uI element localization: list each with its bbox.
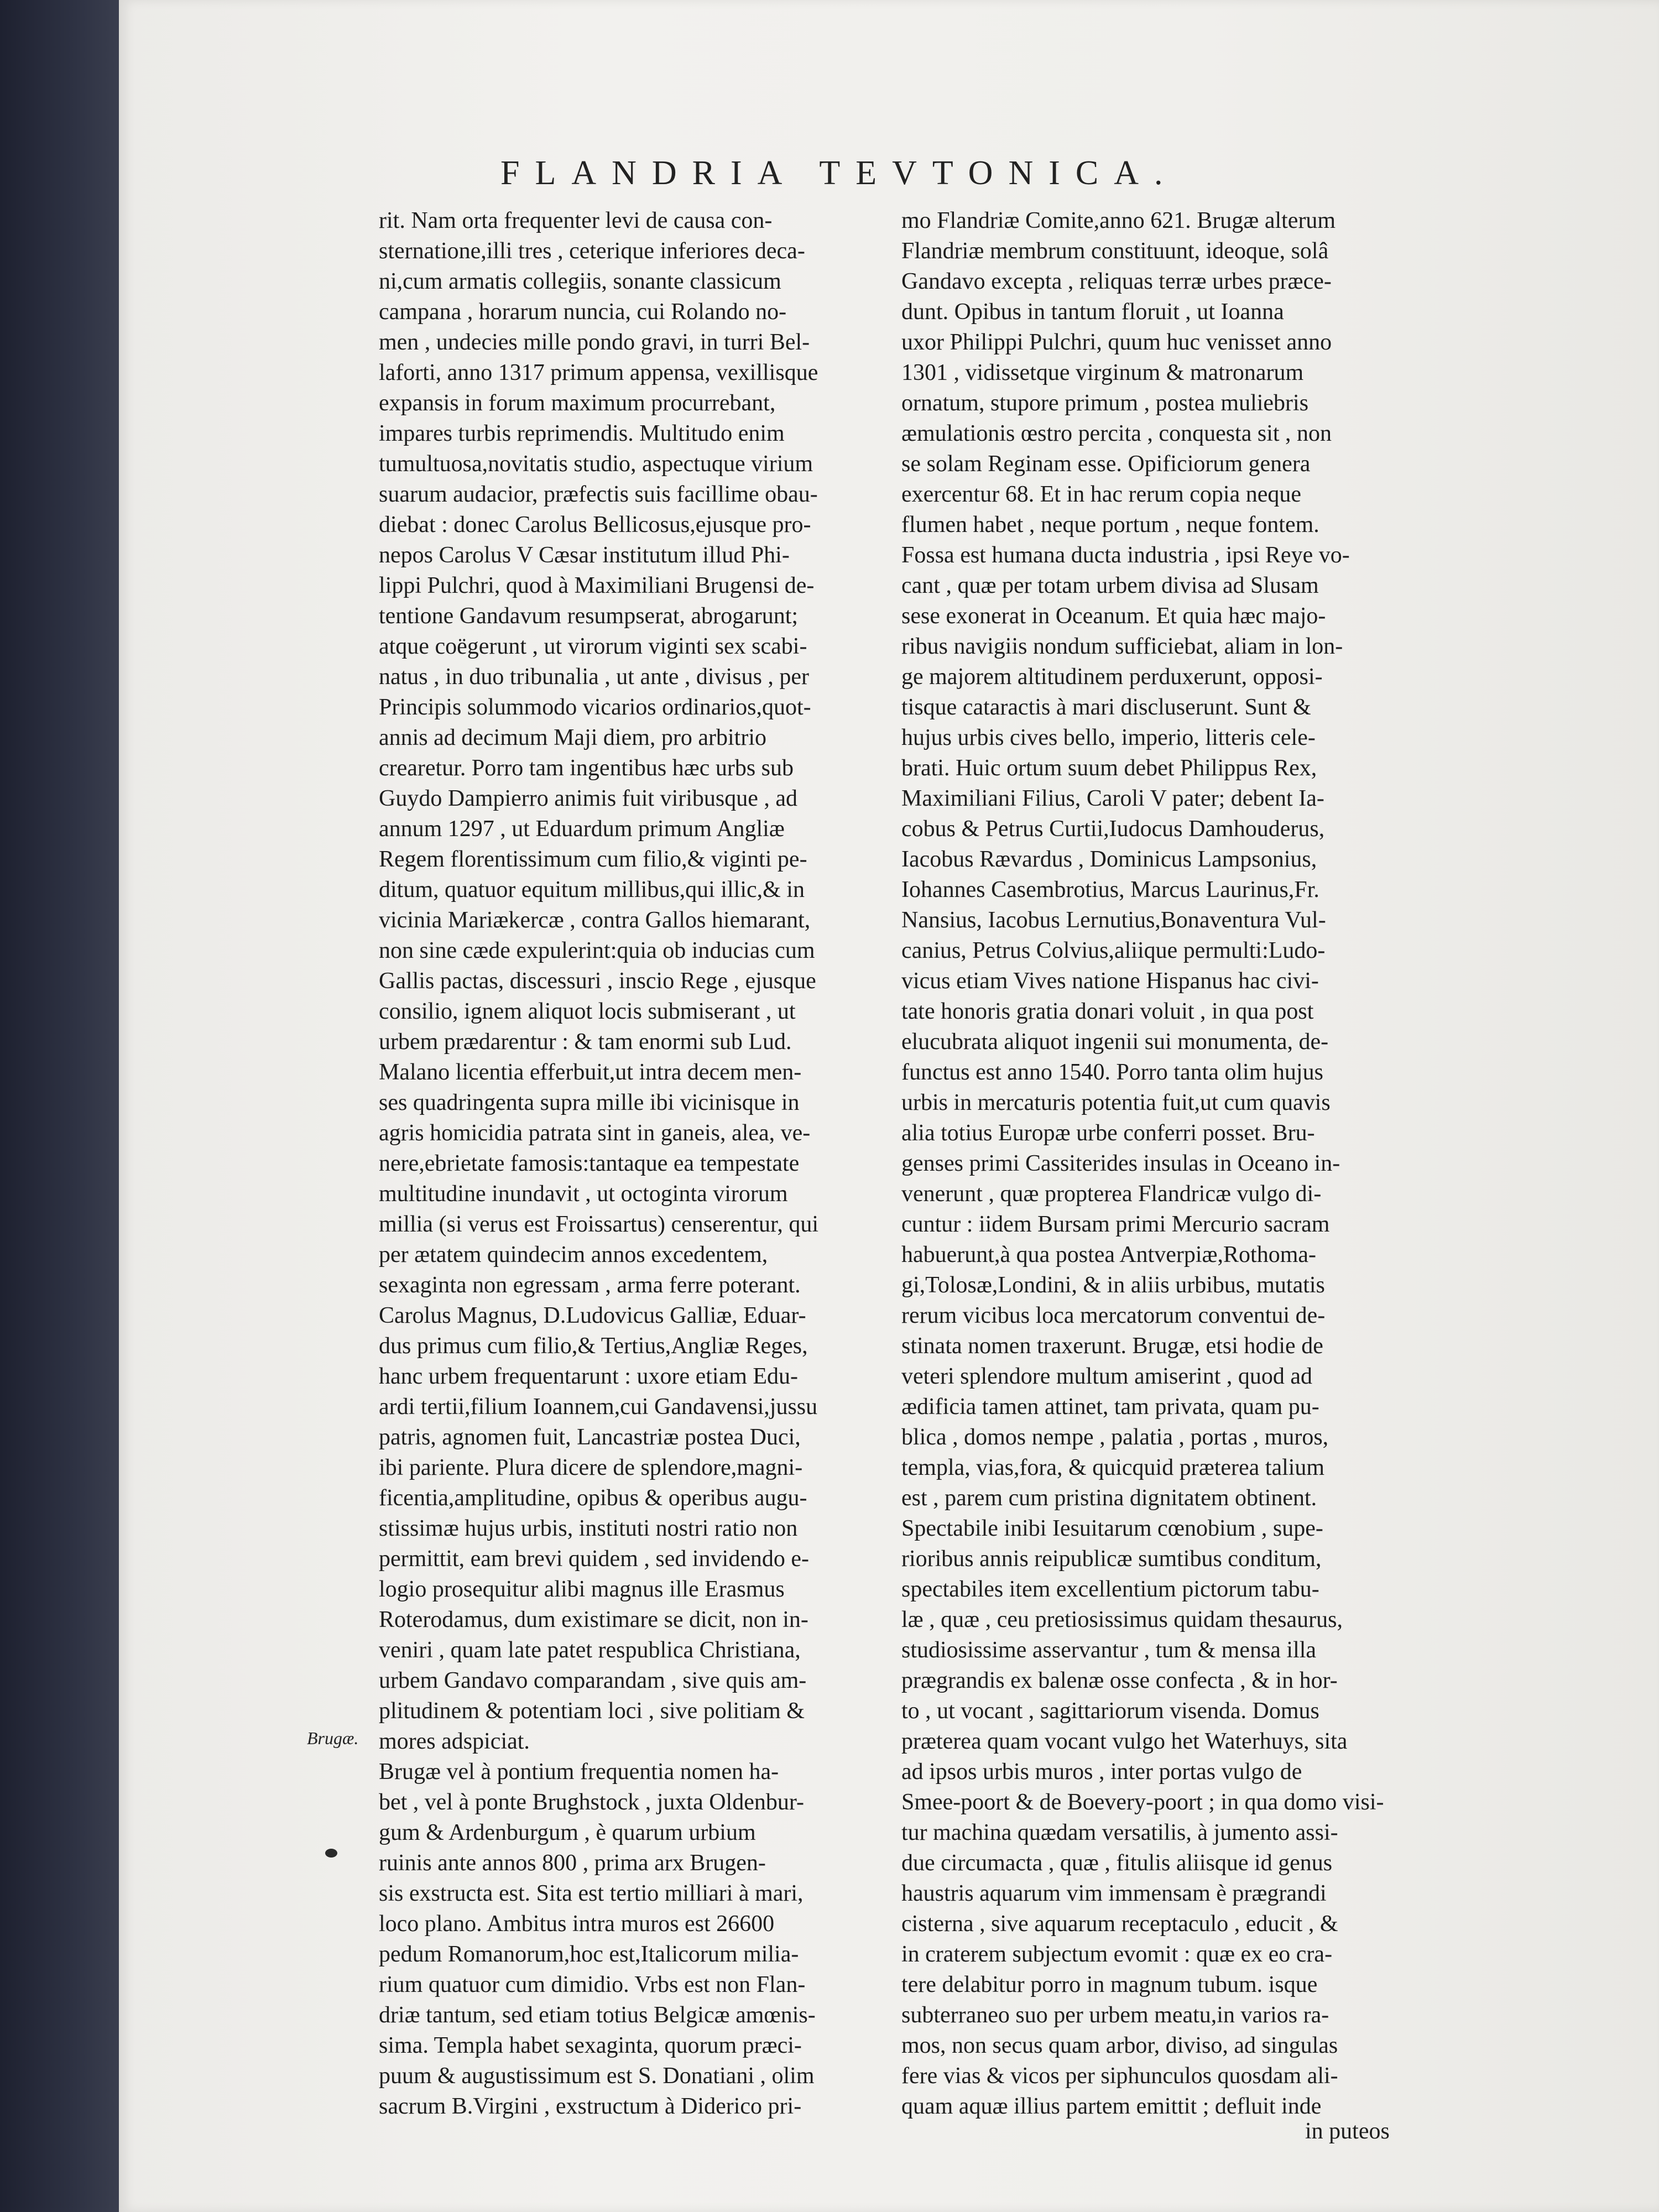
- text-line: venerunt , quæ propterea Flandricæ vulgo di-: [901, 1181, 1322, 1207]
- book-page: [119, 0, 1659, 2212]
- text-line: canius, Petrus Colvius,aliique permulti:Ludo-: [901, 938, 1326, 963]
- text-line: plitudinem & potentiam loci , sive politiam &: [379, 1698, 805, 1724]
- text-line: blica , domos nempe , palatia , portas , muros,: [901, 1425, 1329, 1450]
- text-line: driæ tantum, sed etiam totius Belgicæ amœnis-: [379, 2002, 816, 2028]
- text-line: nere,ebrietate famosis:tantaque ea tempestate: [379, 1151, 800, 1176]
- text-line: suarum audacior, præfectis suis facillime obau-: [379, 482, 818, 507]
- text-line: cant , quæ per totam urbem divisa ad Slusam: [901, 573, 1319, 598]
- text-line: bet , vel à ponte Brughstock , juxta Oldenbur-: [379, 1790, 804, 1815]
- text-line: men , undecies mille pondo gravi, in turri Bel-: [379, 330, 810, 355]
- text-line: puum & augustissimum est S. Donatiani , olim: [379, 2063, 815, 2089]
- text-line: multitudine inundavit , ut octoginta virorum: [379, 1181, 788, 1207]
- right-text-column: [901, 206, 1427, 2122]
- text-line: loco plano. Ambitus intra muros est 26600: [379, 1911, 775, 1937]
- text-line: exercentur 68. Et in hac rerum copia neque: [901, 482, 1302, 507]
- text-line: sexaginta non egressam , arma ferre poterant.: [379, 1272, 801, 1298]
- text-line: Smee-poort & de Boevery-poort ; in qua domo visi-: [901, 1790, 1384, 1815]
- text-line: Gandavo excepta , reliquas terræ urbes præce-: [901, 269, 1332, 294]
- text-line: natus , in duo tribunalia , ut ante , divisus , per: [379, 664, 810, 690]
- text-line: brati. Huic ortum suum debet Philippus Rex,: [901, 755, 1317, 781]
- text-line: lippi Pulchri, quod à Maximiliani Brugensi de-: [379, 573, 815, 598]
- text-line: se solam Reginam esse. Opificiorum genera: [901, 451, 1311, 477]
- text-line: atque coëgerunt , ut virorum viginti sex scabi-: [379, 634, 807, 659]
- text-line: spectabiles item excellentium pictorum tabu-: [901, 1577, 1319, 1602]
- text-line: impares turbis reprimendis. Multitudo enim: [379, 421, 785, 446]
- text-line: in craterem subjectum evomit : quæ ex eo cra-: [901, 1942, 1333, 1967]
- text-line: mos, non secus quam arbor, diviso, ad singulas: [901, 2033, 1338, 2058]
- text-line: Malano licentia efferbuit,ut intra decem men-: [379, 1060, 802, 1085]
- text-line: ibi pariente. Plura dicere de splendore,magni-: [379, 1455, 803, 1480]
- text-line: logio prosequitur alibi magnus ille Erasmus: [379, 1577, 785, 1602]
- text-line: rium quatuor cum dimidio. Vrbs est non Flan-: [379, 1972, 806, 1997]
- text-line: millia (si verus est Froissartus) censerentur, qui: [379, 1212, 818, 1237]
- text-line: 1301 , vidissetque virginum & matronarum: [901, 360, 1304, 385]
- text-line: tumultuosa,novitatis studio, aspectuque virium: [379, 451, 813, 477]
- left-text-column: [379, 206, 888, 2122]
- text-line: est , parem cum pristina dignitatem obtinent.: [901, 1485, 1317, 1511]
- text-line: gum & Ardenburgum , è quarum urbium: [379, 1820, 756, 1845]
- text-line: fere vias & vicos per siphunculos quosdam ali-: [901, 2063, 1338, 2089]
- text-line: subterraneo suo per urbem meatu,in varios ra-: [901, 2002, 1329, 2028]
- text-line: sese exonerat in Oceanum. Et quia hæc majo-: [901, 603, 1326, 629]
- text-line: ruinis ante annos 800 , prima arx Brugen-: [379, 1850, 766, 1876]
- text-line: hujus urbis cives bello, imperio, litteris cele-: [901, 725, 1316, 750]
- text-line: dunt. Opibus in tantum floruit , ut Ioanna: [901, 299, 1284, 325]
- text-line: ni,cum armatis collegiis, sonante classicum: [379, 269, 781, 294]
- text-line: templa, vias,fora, & quicquid præterea talium: [901, 1455, 1325, 1480]
- text-line: rioribus annis reipublicæ sumtibus conditum,: [901, 1546, 1322, 1572]
- text-line: stissimæ hujus urbis, instituti nostri ratio non: [379, 1516, 798, 1541]
- text-line: rerum vicibus loca mercatorum conventui de-: [901, 1303, 1326, 1328]
- text-line: Roterodamus, dum existimare se dicit, non in-: [379, 1607, 808, 1632]
- background-edge: [0, 0, 119, 2212]
- text-line: ses quadringenta supra mille ibi vicinisque in: [379, 1090, 800, 1115]
- text-line: Regem florentissimum cum filio,& viginti pe-: [379, 847, 807, 872]
- ink-spot: [325, 1849, 337, 1858]
- text-line: stinata nomen traxerunt. Brugæ, etsi hodie de: [901, 1333, 1323, 1359]
- text-line: nepos Carolus V Cæsar institutum illud Phi-: [379, 542, 790, 568]
- text-line: per ætatem quindecim annos excedentem,: [379, 1242, 768, 1267]
- text-line: Iacobus Rævardus , Dominicus Lampsonius,: [901, 847, 1317, 872]
- text-line: Nansius, Iacobus Lernutius,Bonaventura Vul-: [901, 907, 1326, 933]
- text-line: Fossa est humana ducta industria , ipsi Reye vo-: [901, 542, 1350, 568]
- text-line: pedum Romanorum,hoc est,Italicorum milia-: [379, 1942, 799, 1967]
- text-line: crearetur. Porro tam ingentibus hæc urbs sub: [379, 755, 794, 781]
- text-line: consilio, ignem aliquot locis submiserant , ut: [379, 999, 796, 1024]
- text-line: ficentia,amplitudine, opibus & operibus augu-: [379, 1485, 807, 1511]
- text-line: cobus & Petrus Curtii,Iudocus Damhouderus,: [901, 816, 1325, 842]
- text-line: agris homicidia patrata sint in ganeis, alea, ve-: [379, 1120, 811, 1146]
- text-line: tur machina quædam versatilis, à jumento assi-: [901, 1820, 1338, 1845]
- text-line: læ , quæ , ceu pretiosissimus quidam thesaurus,: [901, 1607, 1343, 1632]
- text-line: sacrum B.Virgini , exstructum à Diderico pri-: [379, 2094, 802, 2119]
- text-line: functus est anno 1540. Porro tanta olim hujus: [901, 1060, 1323, 1085]
- text-line: habuerunt,à qua postea Antverpiæ,Rothoma-: [901, 1242, 1316, 1267]
- text-line: ad ipsos urbis muros , inter portas vulgo de: [901, 1759, 1302, 1785]
- text-line: Gallis pactas, discessuri , inscio Rege , ejusque: [379, 968, 816, 994]
- text-line: ædificia tamen attinet, tam privata, quam pu-: [901, 1394, 1319, 1420]
- page-heading: FLANDRIA TEVTONICA.: [500, 154, 1178, 192]
- text-line: flumen habet , neque portum , neque fontem.: [901, 512, 1319, 538]
- text-line: to , ut vocant , sagittariorum visenda. Domus: [901, 1698, 1319, 1724]
- text-line: due circumacta , quæ , fitulis aliisque id genus: [901, 1850, 1333, 1876]
- margin-note: Brugæ.: [307, 1728, 359, 1748]
- text-line: uxor Philippi Pulchri, quum huc venisset anno: [901, 330, 1332, 355]
- text-line: ditum, quatuor equitum millibus,qui illic,& in: [379, 877, 805, 902]
- text-line: expansis in forum maximum procurrebant,: [379, 390, 776, 416]
- text-line: gi,Tolosæ,Londini, & in aliis urbibus, mutatis: [901, 1272, 1325, 1298]
- text-line: urbem Gandavo comparandam , sive quis am-: [379, 1668, 807, 1693]
- text-line: mo Flandriæ Comite,anno 621. Brugæ alterum: [901, 208, 1336, 233]
- text-line: Brugæ vel à pontium frequentia nomen ha-: [379, 1759, 779, 1785]
- text-line: sis exstructa est. Sita est tertio milliari à mari,: [379, 1881, 804, 1906]
- text-line: non sine cæde expulerint:quia ob inducias cum: [379, 938, 815, 963]
- text-line: permittit, eam brevi quidem , sed invidendo e-: [379, 1546, 809, 1572]
- text-line: urbem prædarentur : & tam enormi sub Lud.: [379, 1029, 792, 1055]
- text-line: Maximiliani Filius, Caroli V pater; debent Ia-: [901, 786, 1324, 811]
- text-line: hanc urbem frequentarunt : uxore etiam Edu-: [379, 1364, 799, 1389]
- text-line: æmulationis œstro percita , conquesta sit , non: [901, 421, 1332, 446]
- text-line: haustris aquarum vim immensam è prægrandi: [901, 1881, 1327, 1906]
- text-line: sima. Templa habet sexaginta, quorum præci-: [379, 2033, 802, 2058]
- text-line: ornatum, stupore primum , postea muliebris: [901, 390, 1309, 416]
- text-line: ge majorem altitudinem perduxerunt, opposi-: [901, 664, 1323, 690]
- text-line: tisque cataractis à mari discluserunt. Sunt &: [901, 695, 1311, 720]
- text-line: campana , horarum nuncia, cui Rolando no-: [379, 299, 787, 325]
- text-line: vicinia Mariækercæ , contra Gallos hiemarant,: [379, 907, 811, 933]
- text-line: Flandriæ membrum constituunt, ideoque, solâ: [901, 238, 1329, 264]
- text-line: elucubrata aliquot ingenii sui monumenta, de-: [901, 1029, 1329, 1055]
- text-line: sternatione,illi tres , ceterique inferiores deca-: [379, 238, 805, 264]
- catchword: in puteos: [1305, 2119, 1390, 2144]
- text-line: mores adspiciat.: [379, 1729, 530, 1754]
- text-line: Guydo Dampierro animis fuit viribusque , ad: [379, 786, 798, 811]
- text-line: patris, agnomen fuit, Lancastriæ postea Duci,: [379, 1425, 801, 1450]
- text-line: veniri , quam late patet respublica Christiana,: [379, 1637, 801, 1663]
- text-line: laforti, anno 1317 primum appensa, vexillisque: [379, 360, 818, 385]
- text-line: studiosissime asservantur , tum & mensa illa: [901, 1637, 1317, 1663]
- text-line: ribus navigiis nondum sufficiebat, aliam in lon-: [901, 634, 1343, 659]
- text-line: cisterna , sive aquarum receptaculo , educit , &: [901, 1911, 1338, 1937]
- text-line: annum 1297 , ut Eduardum primum Angliæ: [379, 816, 785, 842]
- text-line: Principis solummodo vicarios ordinarios,quot-: [379, 695, 811, 720]
- text-line: vicus etiam Vives natione Hispanus hac civi-: [901, 968, 1319, 994]
- text-line: veteri splendore multum amiserint , quod ad: [901, 1364, 1312, 1389]
- text-line: Carolus Magnus, D.Ludovicus Galliæ, Eduar-: [379, 1303, 806, 1328]
- text-line: Iohannes Casembrotius, Marcus Laurinus,Fr.: [901, 877, 1319, 902]
- text-line: dus primus cum filio,& Tertius,Angliæ Reges,: [379, 1333, 808, 1359]
- text-line: prægrandis ex balenæ osse confecta , & in hor-: [901, 1668, 1338, 1693]
- text-line: quam aquæ illius partem emittit ; defluit inde: [901, 2094, 1322, 2119]
- text-line: Spectabile inibi Iesuitarum cœnobium , supe-: [901, 1516, 1323, 1541]
- text-line: præterea quam vocant vulgo het Waterhuys, sita: [901, 1729, 1348, 1754]
- text-line: diebat : donec Carolus Bellicosus,ejusque pro-: [379, 512, 811, 538]
- text-line: alia totius Europæ urbe conferri posset. Bru-: [901, 1120, 1315, 1146]
- text-line: annis ad decimum Maji diem, pro arbitrio: [379, 725, 766, 750]
- text-line: urbis in mercaturis potentia fuit,ut cum quavis: [901, 1090, 1331, 1115]
- text-line: ardi tertii,filium Ioannem,cui Gandavensi,jussu: [379, 1394, 818, 1420]
- text-line: cuntur : iidem Bursam primi Mercurio sacram: [901, 1212, 1330, 1237]
- text-line: rit. Nam orta frequenter levi de causa con-: [379, 208, 773, 233]
- text-line: tate honoris gratia donari voluit , in qua post: [901, 999, 1314, 1024]
- text-line: tere delabitur porro in magnum tubum. isque: [901, 1972, 1318, 1997]
- text-line: tentione Gandavum resumpserat, abrogarunt;: [379, 603, 799, 629]
- text-line: genses primi Cassiterides insulas in Oceano in-: [901, 1151, 1340, 1176]
